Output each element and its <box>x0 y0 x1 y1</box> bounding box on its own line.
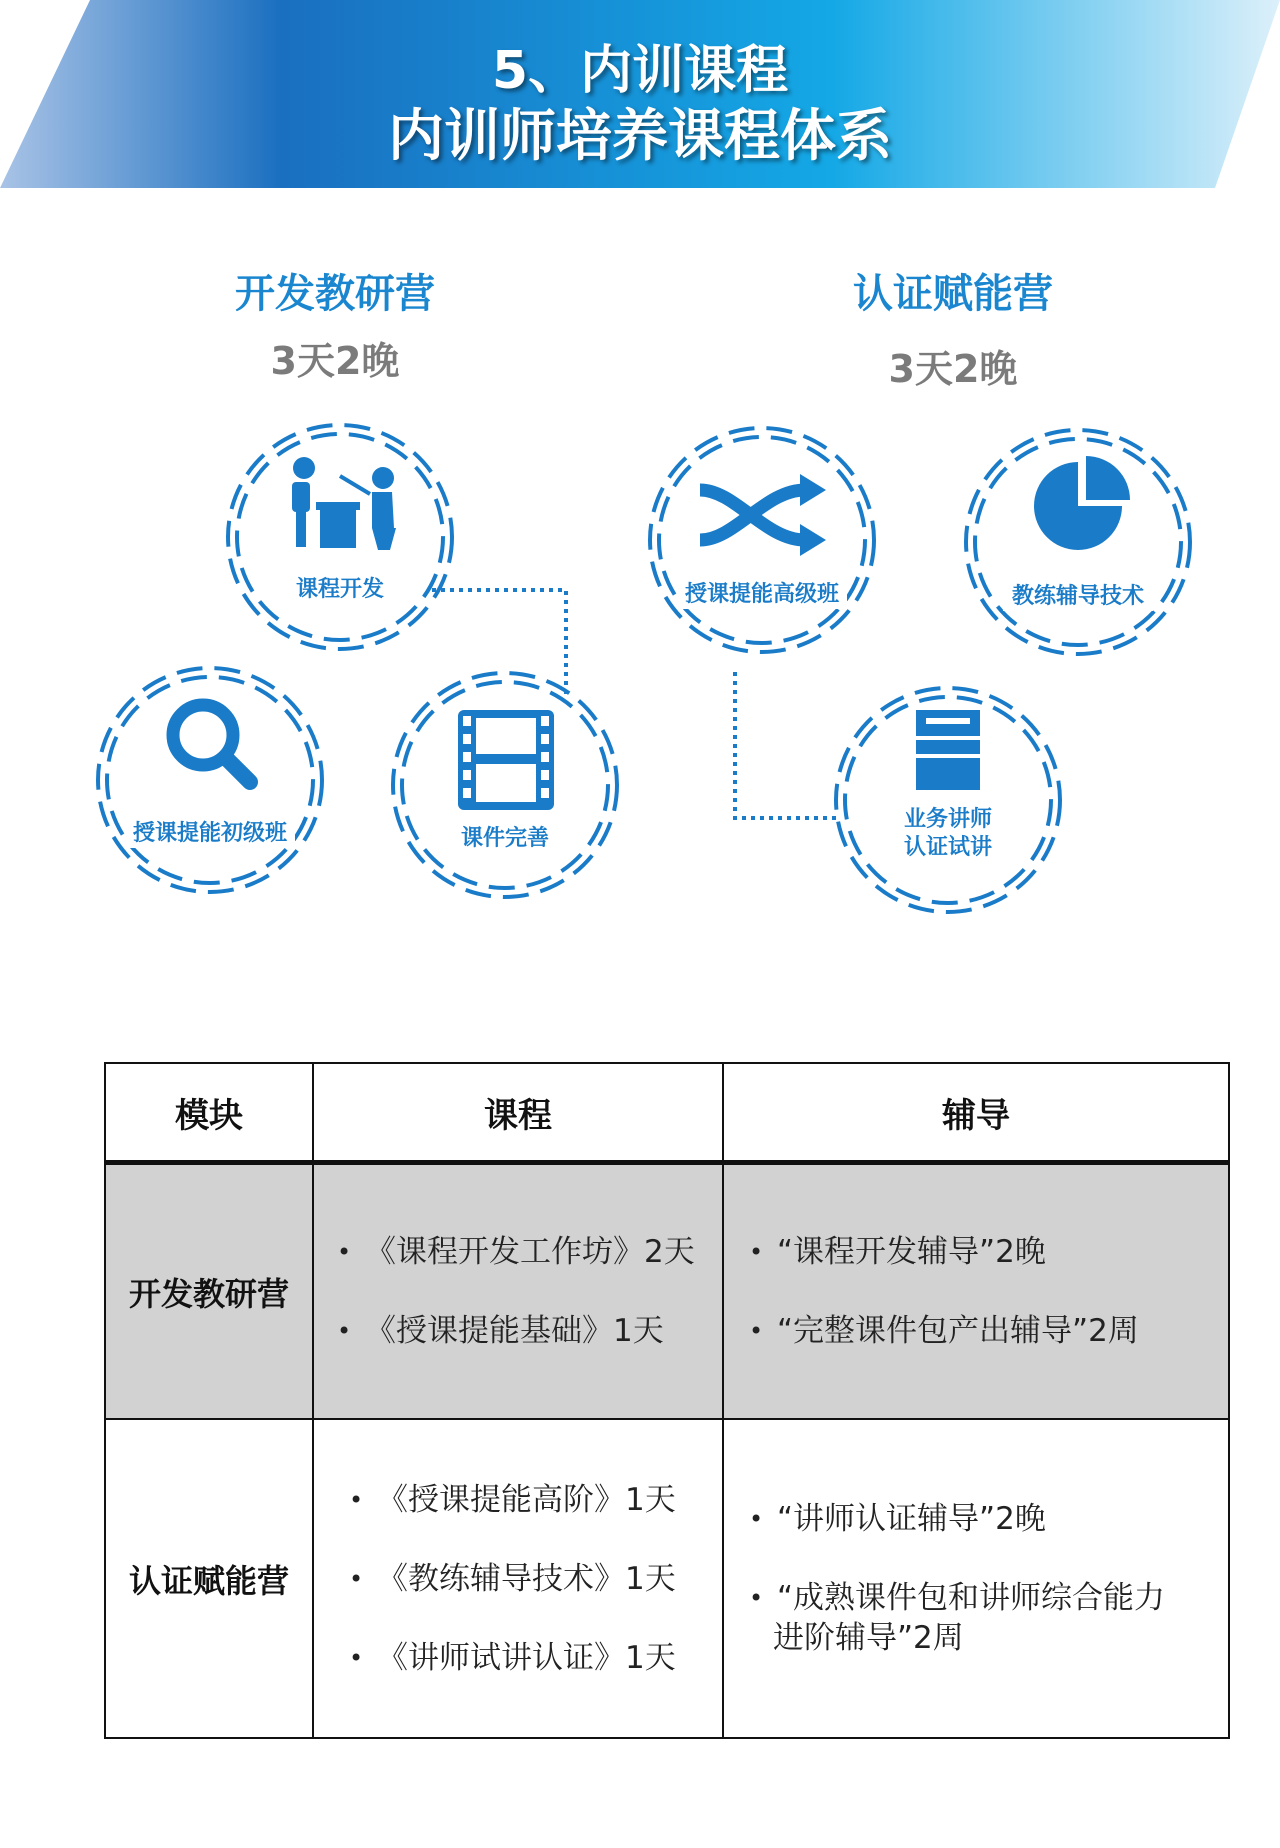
coaching-item: • “成熟课件包和讲师综合能力 <box>777 1578 1227 1618</box>
node-label-course-dev: 课程开发 <box>280 576 400 604</box>
coaching-cell <box>723 1419 1229 1738</box>
node-label-coaching: 教练辅导技术 <box>1003 583 1153 611</box>
node-coaching <box>966 430 1190 654</box>
module-cell: 认证赋能营 <box>105 1419 313 1738</box>
course-item: • 《授课提能高阶》1天 <box>377 1480 721 1520</box>
node-courseware <box>393 673 617 897</box>
node-label-basic-class: 授课提能初级班 <box>125 820 295 848</box>
camp-title-cert: 认证赋能营 <box>853 271 1053 317</box>
course-item: • 《教练辅导技术》1天 <box>377 1559 721 1599</box>
node-label-advanced-class: 授课提能高级班 <box>677 581 847 609</box>
coaching-item: • “课程开发辅导”2晚 <box>777 1232 1227 1272</box>
header-coaching: 辅导 <box>723 1063 1229 1163</box>
coaching-cell <box>723 1163 1229 1420</box>
coaching-item: • “讲师认证辅导”2晚 <box>777 1499 1227 1539</box>
header-module: 模块 <box>105 1063 313 1163</box>
module-cell: 开发教研营 <box>105 1163 313 1420</box>
connector-cert <box>735 672 840 818</box>
coaching-item: • “完整课件包产出辅导”2周 <box>777 1311 1227 1351</box>
course-table <box>104 1062 1230 1739</box>
node-label-certification-2: 认证试讲 <box>890 834 1006 862</box>
banner-title-line1: 5、内训课程 <box>491 41 789 101</box>
camp-duration-cert: 3天2晚 <box>888 347 1018 391</box>
server-icon <box>916 710 980 790</box>
node-advanced-class <box>650 428 874 652</box>
film-icon <box>458 710 554 810</box>
node-certification <box>836 688 1060 912</box>
node-label-courseware: 课件完善 <box>450 825 560 853</box>
course-cell <box>313 1419 723 1738</box>
connector-dev <box>432 590 566 695</box>
course-item: • 《课程开发工作坊》2天 <box>365 1232 721 1272</box>
course-cell <box>313 1163 723 1420</box>
table-row <box>105 1419 1229 1738</box>
course-item: • 《讲师试讲认证》1天 <box>377 1638 721 1678</box>
node-label-certification-1: 业务讲师 <box>890 806 1006 834</box>
coaching-item-continued: 进阶辅导”2周 <box>773 1620 964 1656</box>
camp-title-dev: 开发教研营 <box>235 271 435 317</box>
header-course: 课程 <box>313 1063 723 1163</box>
camp-duration-dev: 3天2晚 <box>270 339 400 383</box>
node-basic-class <box>98 668 322 892</box>
node-course-dev <box>228 425 452 649</box>
course-item: • 《授课提能基础》1天 <box>365 1311 721 1351</box>
banner-title-line2: 内训师培养课程体系 <box>388 104 892 169</box>
table-header-row <box>105 1063 1229 1163</box>
table-row <box>105 1163 1229 1420</box>
